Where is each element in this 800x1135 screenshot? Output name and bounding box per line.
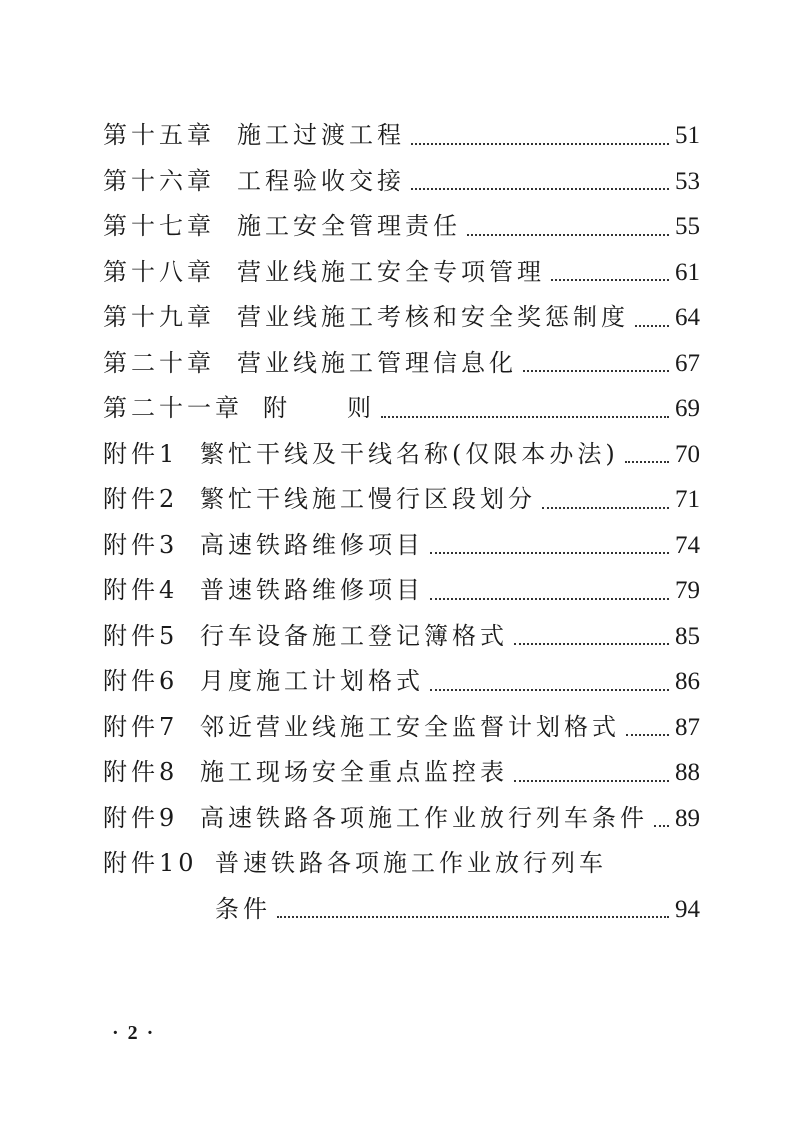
toc-dot-leader [277,916,669,918]
toc-entry[interactable] [103,479,700,525]
toc-dot-leader [430,552,669,554]
toc-entry-page: 70 [675,440,700,468]
toc-entry-title: 施工安全管理责任 [237,212,461,240]
toc-entry[interactable] [103,570,700,616]
toc-entry-title: 高速铁路维修项目 [200,530,424,559]
toc-dot-leader [542,507,669,509]
toc-dot-leader [523,370,669,372]
toc-entry-label: 附件9 [103,803,179,832]
toc-dot-leader [411,188,669,190]
toc-entry-title: 高速铁路各项施工作业放行列车条件 [200,803,648,832]
toc-entry-title: 普速铁路各项施工作业放行列车 [215,849,607,877]
toc-dot-leader [411,143,669,145]
toc-entry[interactable] [103,525,700,571]
toc-entry[interactable] [103,115,700,161]
toc-entry-label: 附件7 [103,712,179,741]
toc-dot-leader [514,780,669,782]
toc-entry[interactable] [103,798,700,844]
toc-entry-page: 55 [675,213,700,240]
toc-entry-label: 附件6 [103,667,179,695]
toc-entry[interactable] [103,388,700,434]
toc-entry-title: 工程验收交接 [237,166,405,195]
toc-dot-leader [430,598,669,600]
toc-entry-page: 79 [675,577,700,604]
toc-entry-title: 月度施工计划格式 [200,667,424,695]
toc-entry[interactable] [103,843,700,889]
page-number: · 2 · [112,1022,156,1044]
toc-entry[interactable] [103,616,700,662]
toc-dot-leader [467,234,669,236]
toc-entry-page: 85 [675,622,700,650]
toc-entry-page: 51 [675,122,700,149]
toc-entry-page: 71 [675,486,700,513]
toc-entry-page: 64 [675,304,700,331]
toc-entry-continuation[interactable] [103,889,700,935]
toc-entry-page: 61 [675,258,700,286]
toc-entry-page: 87 [675,713,700,741]
toc-entry-title: 条件 [215,894,271,923]
toc-entry-label: 第十八章 [103,257,215,286]
toc-entry-page: 53 [675,167,700,195]
toc-entry-label: 附件1 [103,439,179,468]
toc-entry[interactable] [103,161,700,207]
toc-entry[interactable] [103,206,700,252]
toc-entry-label: 附件2 [103,485,179,513]
toc-entry-page: 94 [675,895,700,923]
toc-dot-leader [635,325,669,327]
toc-dot-leader [551,279,669,281]
toc-entry-title: 繁忙干线施工慢行区段划分 [200,485,536,513]
toc-entry-title: 营业线施工安全专项管理 [237,257,545,286]
toc-dot-leader [514,643,669,645]
toc-entry-label: 附件3 [103,530,179,559]
toc-entry-label: 附件8 [103,758,179,786]
toc-entry-label: 第二十章 [103,348,215,377]
toc-entry[interactable] [103,434,700,480]
toc-entry-title: 施工现场安全重点监控表 [200,758,508,786]
toc-dot-leader [430,689,669,691]
toc-entry[interactable] [103,297,700,343]
toc-entry[interactable] [103,252,700,298]
table-of-contents [103,115,700,934]
toc-entry-page: 67 [675,349,700,377]
toc-entry-page: 69 [675,395,700,422]
toc-entry-title: 营业线施工管理信息化 [237,348,517,377]
toc-entry-title: 施工过渡工程 [237,121,405,149]
toc-entry-label: 第十六章 [103,166,215,195]
toc-entry-title: 繁忙干线及干线名称(仅限本办法) [200,439,619,468]
toc-entry-label: 第十五章 [103,121,215,149]
toc-entry-title: 邻近营业线施工安全监督计划格式 [200,712,620,741]
toc-entry-label: 附件10 [103,849,198,877]
toc-entry-page: 89 [675,804,700,832]
toc-entry-title: 营业线施工考核和安全奖惩制度 [237,303,629,331]
toc-dot-leader [626,734,669,736]
toc-entry-label: 第二十一章 [103,394,243,422]
toc-entry-page: 74 [675,531,700,559]
toc-entry-label: 第十九章 [103,303,215,331]
toc-dot-leader [381,416,669,418]
toc-dot-leader [625,461,669,463]
toc-entry-title: 普速铁路维修项目 [200,576,424,604]
toc-entry[interactable] [103,707,700,753]
toc-entry-page: 88 [675,759,700,786]
toc-entry-page: 86 [675,668,700,695]
toc-entry[interactable] [103,661,700,707]
toc-entry-title: 附 则 [263,394,375,422]
toc-entry-label: 附件4 [103,576,179,604]
toc-entry-label: 第十七章 [103,212,215,240]
toc-entry-title: 行车设备施工登记簿格式 [200,621,508,650]
toc-entry[interactable] [103,752,700,798]
toc-entry-label: 附件5 [103,621,179,650]
toc-dot-leader [654,825,669,827]
toc-entry[interactable] [103,343,700,389]
